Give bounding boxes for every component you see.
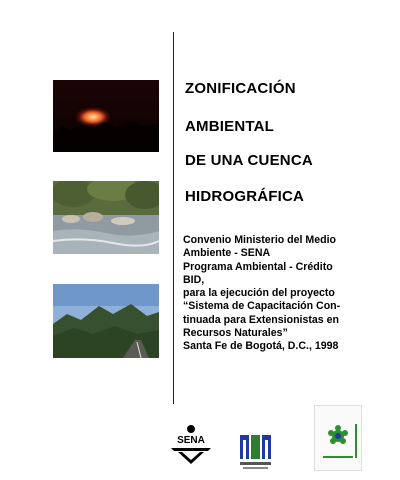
publication-details bbox=[183, 234, 383, 354]
title-line-4: HIDROGRÁFICA bbox=[185, 188, 305, 205]
details-line: Programa Ambiental - Crédito bbox=[183, 260, 333, 273]
details-line: para la ejecución del proyecto bbox=[183, 287, 335, 300]
details-line: “Sistema de Capacitación Con- bbox=[183, 300, 341, 313]
svg-text:SENA: SENA bbox=[177, 435, 205, 446]
vertical-divider bbox=[173, 32, 174, 404]
details-line: Convenio Ministerio del Medio bbox=[183, 234, 337, 246]
title-line-1: ZONIFICACIÓN bbox=[185, 80, 296, 97]
title-line-2: AMBIENTAL bbox=[185, 118, 275, 135]
details-line: Santa Fe de Bogotá, D.C., 1998 bbox=[183, 340, 339, 353]
fire-night-photo bbox=[53, 80, 159, 152]
river-photo bbox=[53, 181, 159, 254]
title-line-3: DE UNA CUENCA bbox=[185, 152, 313, 169]
details-line: Recursos Naturales” bbox=[183, 327, 288, 340]
details-line: tinuada para Extensionistas en bbox=[183, 313, 340, 326]
details-line: BID, bbox=[183, 273, 205, 286]
sena-logo bbox=[168, 424, 214, 468]
commission-seal-logo bbox=[314, 405, 362, 471]
mountain-road-photo bbox=[53, 284, 159, 358]
ministerio-ambiente-logo bbox=[237, 432, 277, 472]
details-line: Ambiente - SENA bbox=[183, 247, 271, 260]
